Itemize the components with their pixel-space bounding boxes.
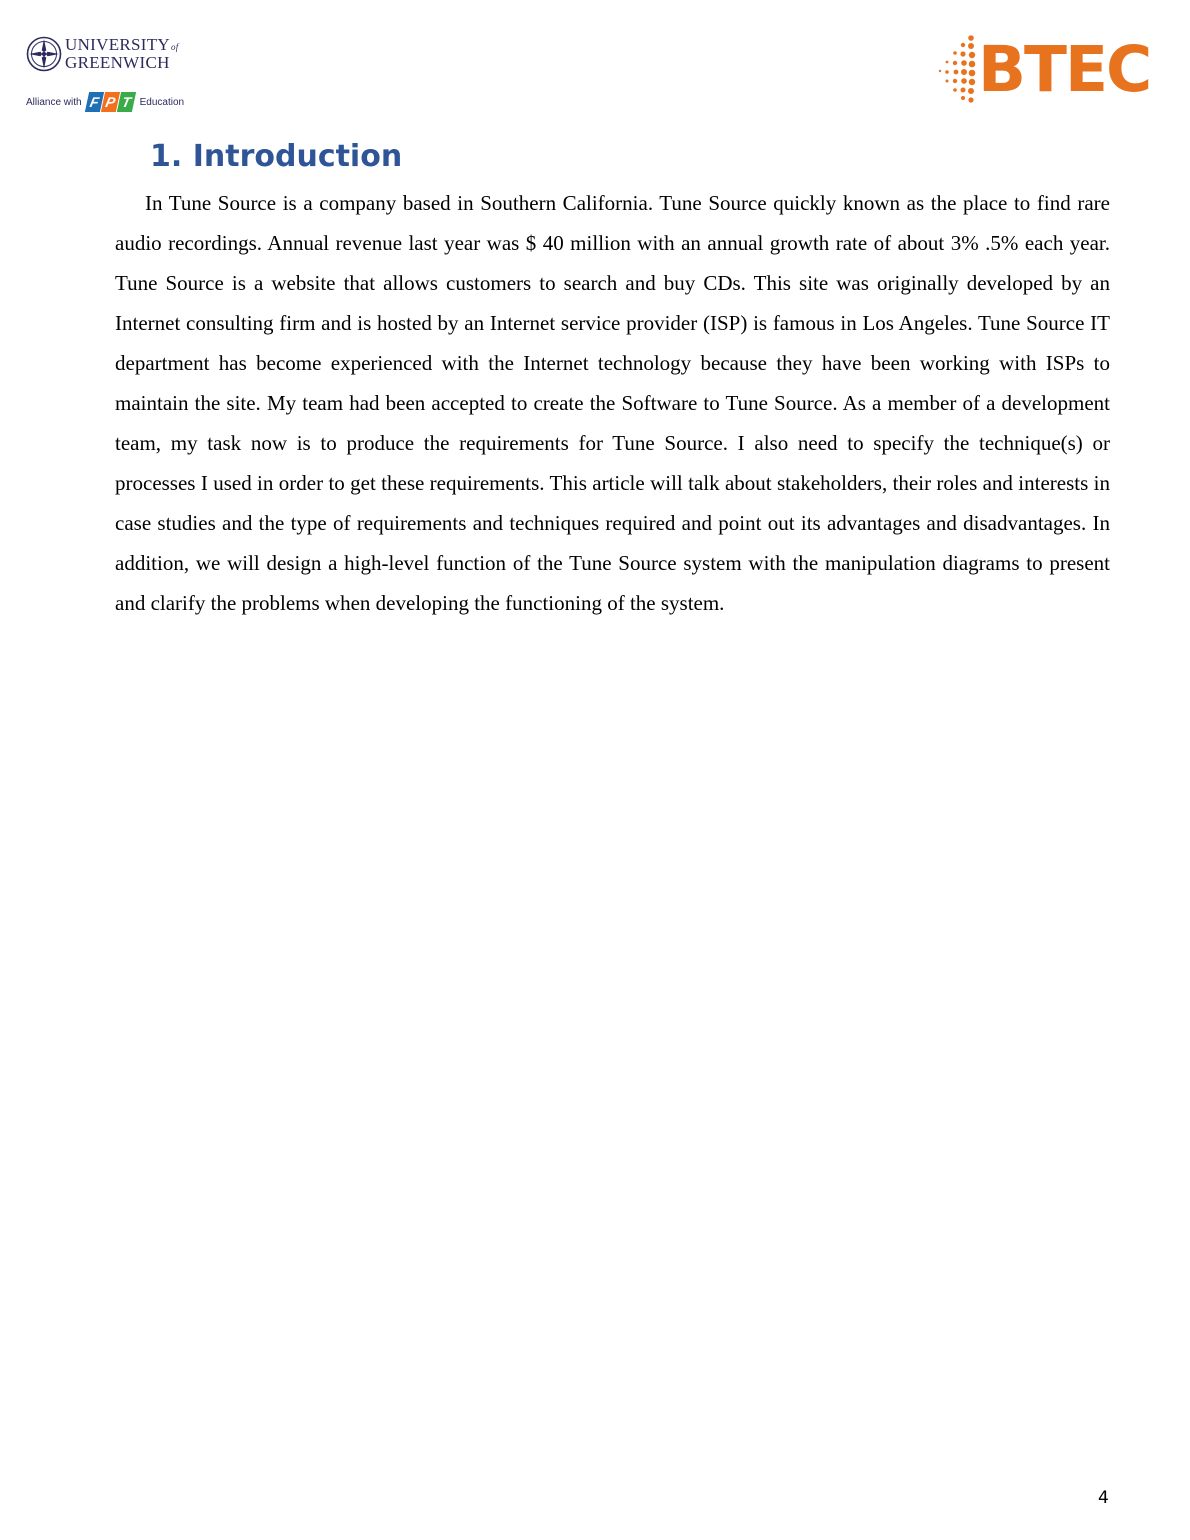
fpt-logo	[87, 92, 135, 112]
education-text: Education	[139, 96, 185, 108]
fpt-alliance-row	[26, 87, 184, 117]
btec-wordmark: BTEC	[978, 33, 1151, 106]
fpt-letter-t: T	[116, 92, 135, 112]
btec-logo	[934, 32, 1166, 108]
fpt-letter-p: P	[100, 92, 119, 112]
alliance-text: Alliance with	[26, 96, 82, 108]
of-word: of	[171, 42, 179, 52]
fpt-letter-f: F	[84, 92, 103, 112]
university-wordmark	[65, 37, 179, 71]
page-number: 4	[1098, 1488, 1109, 1508]
btec-dot-pattern-icon	[934, 32, 984, 108]
greenwich-word: GREENWICH	[65, 53, 170, 72]
compass-crest-icon	[26, 36, 62, 72]
intro-paragraph: In Tune Source is a company based in Southern California. Tune Source quickly known as the place to find rare audio recordings. Annual revenue last year was $ 40 million with an annual growth rate of about 3% .5% each year. Tune Source is a website that allows customers to search and buy CDs. This site was originally developed by an Internet consulting firm and is hosted by an Internet service provider (ISP) is famous in Los Angeles. Tune Source IT department has become experienced with the Internet technology because they have been working with ISPs to maintain the site. My team had been accepted to create the Software to Tune Source. As a member of a development team, my task now is to produce the requirements for Tune Source. I also need to specify the technique(s) or processes I used in order to get these requirements. This article will talk about stakeholders, their roles and interests in case studies and the type of requirements and techniques required and point out its advantages and disadvantages. In addition, we will design a high-level function of the Tune Source system with the manipulation diagrams to present and clarify the problems when developing the functioning of the system.	[115, 191, 1110, 615]
university-word: UNIVERSITY	[65, 35, 170, 54]
section-heading: 1. Introduction	[150, 139, 403, 174]
university-of-greenwich-logo	[26, 35, 196, 121]
